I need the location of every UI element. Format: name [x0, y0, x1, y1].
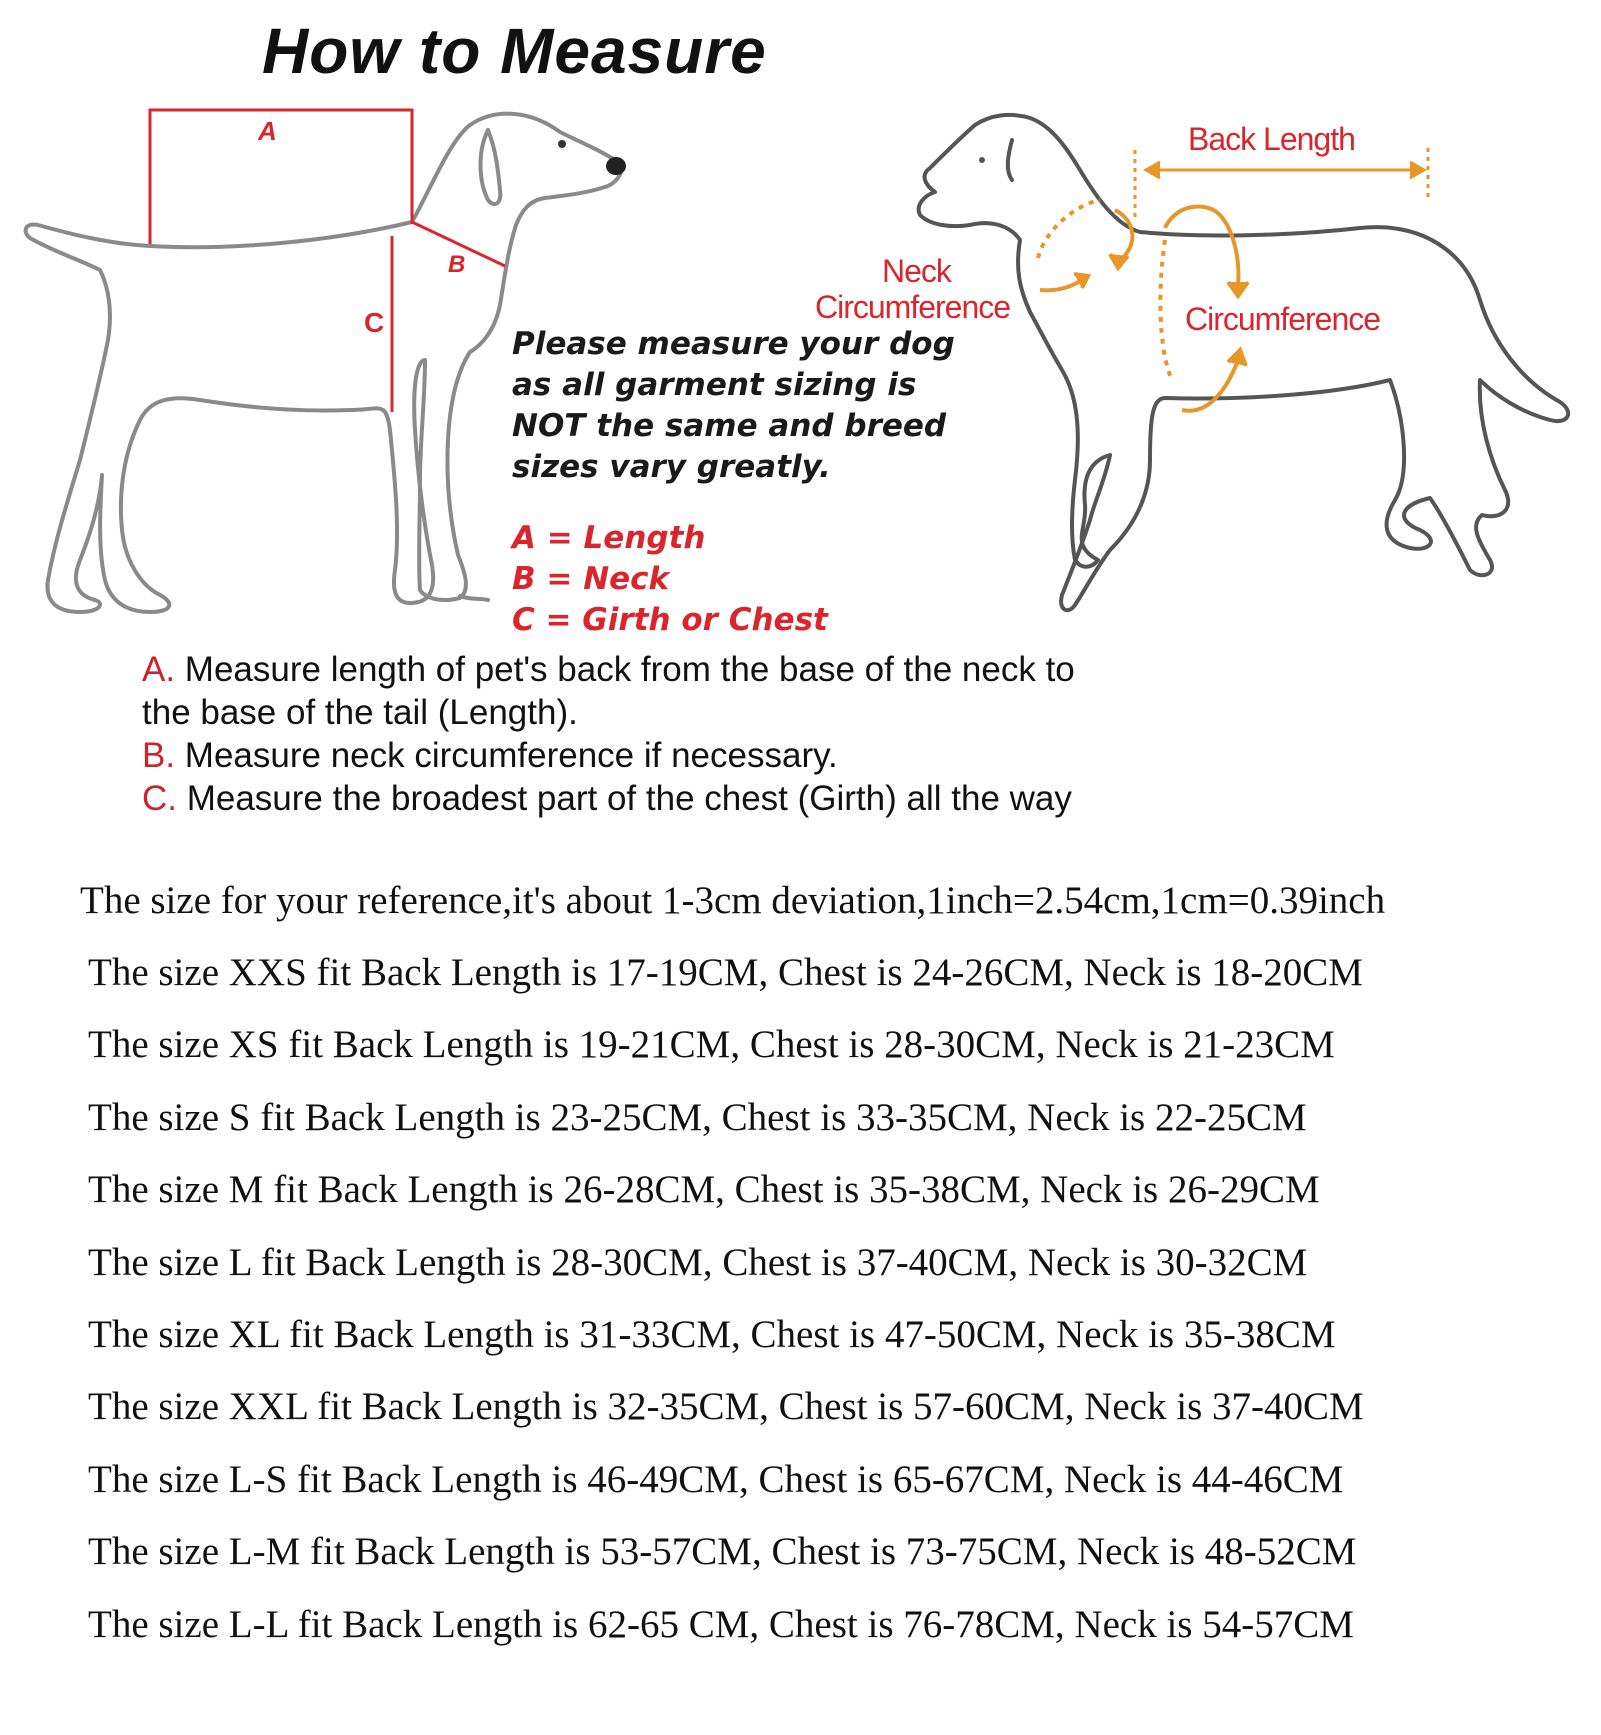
measurement-legend: [512, 518, 828, 641]
size-reference-note: The size for your reference,it's about 1-3cm deviation,1inch=2.54cm,1cm=0.39inch: [80, 879, 1386, 922]
size-chart: [88, 948, 1364, 1672]
instruction-text: Measure the broadest part of the chest (Girth) all the way: [177, 779, 1072, 818]
right-dog-eye: [979, 157, 985, 163]
size-row-xl: The size XL fit Back Length is 31-33CM, Chest is 47-50CM, Neck is 35-38CM: [88, 1312, 1336, 1356]
left-dog-eye: [558, 140, 566, 148]
size-row-s: The size S fit Back Length is 23-25CM, Chest is 33-35CM, Neck is 22-25CM: [88, 1095, 1307, 1139]
size-row-l-l: The size L-L fit Back Length is 62-65 CM, Chest is 76-78CM, Neck is 54-57CM: [88, 1602, 1354, 1646]
neck-circumference-label-line1: Neck: [882, 253, 951, 289]
left-dog-nose: [606, 157, 626, 175]
label-b: B: [448, 251, 466, 278]
instruction-text: Measure length of pet's back from the base of the neck to: [175, 650, 1075, 689]
size-row-m: The size M fit Back Length is 26-28CM, Chest is 35-38CM, Neck is 26-29CM: [88, 1168, 1320, 1212]
note-line: NOT the same and breed: [512, 408, 947, 444]
measurement-instructions: [142, 648, 1242, 820]
instruction-line: [142, 734, 1242, 777]
measure-note: [512, 324, 1012, 488]
size-row-xxs: The size XXS fit Back Length is 17-19CM, Chest is 24-26CM, Neck is 18-20CM: [88, 951, 1363, 994]
instruction-letter: B.: [142, 736, 176, 775]
size-row-xs: The size XS fit Back Length is 19-21CM, Chest is 28-30CM, Neck is 21-23CM: [88, 1023, 1335, 1067]
legend-item-neck: B = Neck: [512, 561, 670, 597]
instruction-line: [142, 648, 1242, 691]
size-row-l-m: The size L-M fit Back Length is 53-57CM, Chest is 73-75CM, Neck is 48-52CM: [88, 1530, 1357, 1574]
back-length-label: Back Length: [1188, 121, 1355, 157]
note-line: Please measure your dog: [512, 326, 955, 362]
note-line: sizes vary greatly.: [512, 449, 831, 485]
instruction-text: Measure neck circumference if necessary.: [175, 736, 838, 775]
legend-item-chest: C = Girth or Chest: [512, 602, 828, 638]
size-row-xxl: The size XXL fit Back Length is 32-35CM, Chest is 57-60CM, Neck is 37-40CM: [88, 1385, 1364, 1429]
label-c: C: [364, 307, 385, 338]
note-line: as all garment sizing is: [512, 367, 917, 403]
size-row-l: The size L fit Back Length is 28-30CM, Chest is 37-40CM, Neck is 30-32CM: [88, 1240, 1308, 1284]
legend-item-length: A = Length: [512, 520, 706, 556]
neck-circumference-marker: [1038, 200, 1132, 290]
instruction-letter: C.: [142, 779, 177, 818]
instruction-letter: A.: [142, 650, 176, 689]
circumference-label: Circumference: [1185, 301, 1381, 337]
back-length-marker: [1135, 148, 1428, 220]
instruction-text: the base of the tail (Length).: [142, 693, 578, 732]
instruction-line: [142, 691, 1242, 734]
instruction-line: [142, 777, 1242, 820]
page-title: How to Measure: [262, 15, 767, 87]
length-marker-a: [150, 110, 412, 244]
label-a: A: [258, 116, 277, 146]
size-row-l-s: The size L-S fit Back Length is 46-49CM, Chest is 65-67CM, Neck is 44-46CM: [88, 1457, 1344, 1501]
neck-circumference-label-line2: Circumference: [815, 289, 1011, 325]
